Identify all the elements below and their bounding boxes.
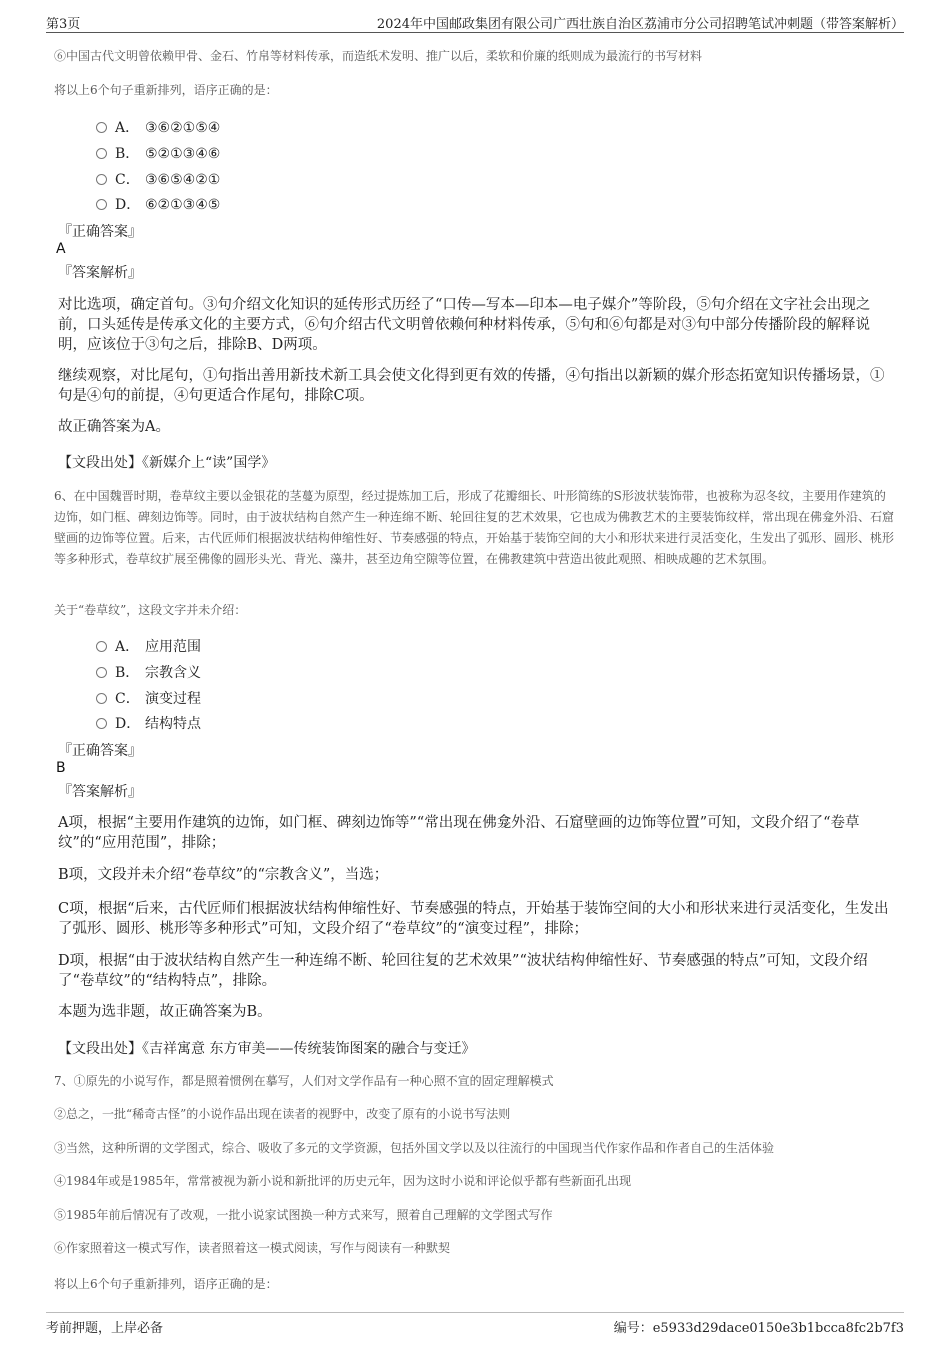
q5-stem: 将以上6个句子重新排列，语序正确的是：	[54, 83, 278, 97]
page-header	[46, 10, 904, 33]
q5-analysis-3: 故正确答案为A。	[58, 419, 170, 435]
page-number: 第3页	[46, 17, 81, 32]
q6-option-c[interactable]: C． 演变过程	[96, 688, 201, 708]
q5-source: 【文段出处】《新媒介上“读”国学》	[58, 455, 276, 471]
q7-sentence-1: 7、①原先的小说写作，都是照着惯例在摹写，人们对文学作品有一种心照不宣的固定理解模式	[54, 1074, 554, 1088]
document-title: 2024年中国邮政集团有限公司广西壮族自治区荔浦市分公司招聘笔试冲刺题（带答案解析）	[376, 17, 904, 32]
q5-option-b[interactable]: B． ⑤②①③④⑥	[96, 143, 220, 163]
q6-analysis-c: C项，根据“后来，古代匠师们根据波状结构伸缩性好、节奏感强的特点，开始基于装饰空间的大小和形状来进行灵活变化，生发出了弧形、圆形、桃形等多种形式”可知，文段介绍了“卷草纹”的“演变过程”，排除；	[58, 901, 889, 937]
radio-icon[interactable]	[96, 667, 107, 678]
document-code: 编号：e5933d29dace0150e3b1bcca8fc2b7f3	[613, 1321, 904, 1336]
q5-answer: A	[56, 241, 66, 257]
footer-slogan: 考前押题，上岸必备	[46, 1321, 164, 1336]
q5-option-c[interactable]: C． ③⑥⑤④②①	[96, 169, 220, 189]
q7-sentence-6: ⑥作家照着这一模式写作，读者照着这一模式阅读，写作与阅读有一种默契	[54, 1241, 451, 1255]
q7-sentence-4: ④1984年或是1985年，常常被视为新小说和新批评的历史元年，因为这时小说和评论似乎都有些新面孔出现	[54, 1174, 632, 1188]
q6-passage: 6、在中国魏晋时期，卷草纹主要以金银花的茎蔓为原型，经过提炼加工后，形成了花瓣细长、叶形简练的S形波状装饰带，也被称为忍冬纹，主要用作建筑的边饰，如门框、碑刻边饰等。同时，由于波状结构自然产生一种连绵不断、轮回往复的艺术效果，它也成为佛教艺术的主要装饰纹样，常出现在佛龛外沿、石窟壁画的边饰等位置。后来，古代匠师们根据波状结构伸缩性好、节奏感强的特点，开始基于装饰空间的大小和形状来进行灵活变化，生发出了弧形、圆形、桃形等多种形式，卷草纹扩展至佛像的圆形头光、背光、藻井，甚至边角空隙等位置，在佛教建筑中营造出彼此观照、相映成趣的艺术氛围。	[54, 489, 895, 566]
radio-icon[interactable]	[96, 148, 107, 159]
q6-stem: 关于“卷草纹”，这段文字并未介绍：	[54, 603, 247, 617]
q7-sentence-3: ③当然，这种所谓的文学图式，综合、吸收了多元的文学资源，包括外国文学以及以往流行的中国现当代作家作品和作者自己的生活体验	[54, 1141, 775, 1155]
page-footer	[46, 1312, 904, 1339]
q6-analysis-b: B项，文段并未介绍“卷草纹”的“宗教含义”，当选；	[58, 867, 389, 883]
q6-answer-label: 『正确答案』	[58, 743, 142, 759]
q5-analysis-label: 『答案解析』	[58, 265, 142, 281]
q7-sentence-5: ⑤1985年前后情况有了改观，一批小说家试图换一种方式来写，照着自己理解的文学图式写作	[54, 1208, 553, 1222]
q5-sentence-6: ⑥中国古代文明曾依赖甲骨、金石、竹帛等材料传承，而造纸术发明、推广以后，柔软和价廉的纸则成为最流行的书写材料	[54, 49, 703, 63]
q6-option-b[interactable]: B． 宗教含义	[96, 662, 201, 682]
radio-icon[interactable]	[96, 199, 107, 210]
q6-option-d[interactable]: D． 结构特点	[96, 713, 201, 733]
radio-icon[interactable]	[96, 174, 107, 185]
q5-answer-label: 『正确答案』	[58, 224, 142, 240]
q5-analysis-2: 继续观察，对比尾句，①句指出善用新技术新工具会使文化得到更有效的传播，④句指出以新颖的媒介形态拓宽知识传播场景，①句是④句的前提，④句更适合作尾句，排除C项。	[58, 368, 885, 404]
q7-sentence-2: ②总之，一批“稀奇古怪”的小说作品出现在读者的视野中，改变了原有的小说书写法则	[54, 1107, 511, 1121]
radio-icon[interactable]	[96, 122, 107, 133]
q7-stem: 将以上6个句子重新排列，语序正确的是：	[54, 1277, 278, 1291]
q6-source: 【文段出处】《吉祥寓意 东方审美——传统装饰图案的融合与变迁》	[58, 1041, 476, 1057]
q6-analysis-a: A项，根据“主要用作建筑的边饰，如门框、碑刻边饰等”“常出现在佛龛外沿、石窟壁画的边饰等位置”可知，文段介绍了“卷草纹”的“应用范围”，排除；	[58, 815, 860, 851]
radio-icon[interactable]	[96, 641, 107, 652]
q6-option-a[interactable]: A． 应用范围	[96, 636, 201, 656]
q6-analysis-conclusion: 本题为选非题，故正确答案为B。	[58, 1004, 272, 1020]
q6-analysis-d: D项，根据“由于波状结构自然产生一种连绵不断、轮回往复的艺术效果”“波状结构伸缩性好、节奏感强的特点”可知，文段介绍了“卷草纹”的“结构特点”，排除。	[58, 953, 868, 989]
q6-analysis-label: 『答案解析』	[58, 784, 142, 800]
q5-option-a[interactable]: A． ③⑥②①⑤④	[96, 117, 220, 137]
radio-icon[interactable]	[96, 718, 107, 729]
q6-answer: B	[56, 760, 66, 776]
q5-analysis-1: 对比选项，确定首句。③句介绍文化知识的延传形式历经了“口传—写本—印本—电子媒介”等阶段，⑤句介绍在文字社会出现之前，口头延传是传承文化的主要方式，⑥句介绍古代文明曾依赖何种材料传承，⑤句和⑥句都是对③句中部分传播阶段的解释说明，应该位于③句之后，排除B、D两项。	[58, 297, 871, 353]
radio-icon[interactable]	[96, 693, 107, 704]
q5-option-d[interactable]: D． ⑥②①③④⑤	[96, 194, 220, 214]
